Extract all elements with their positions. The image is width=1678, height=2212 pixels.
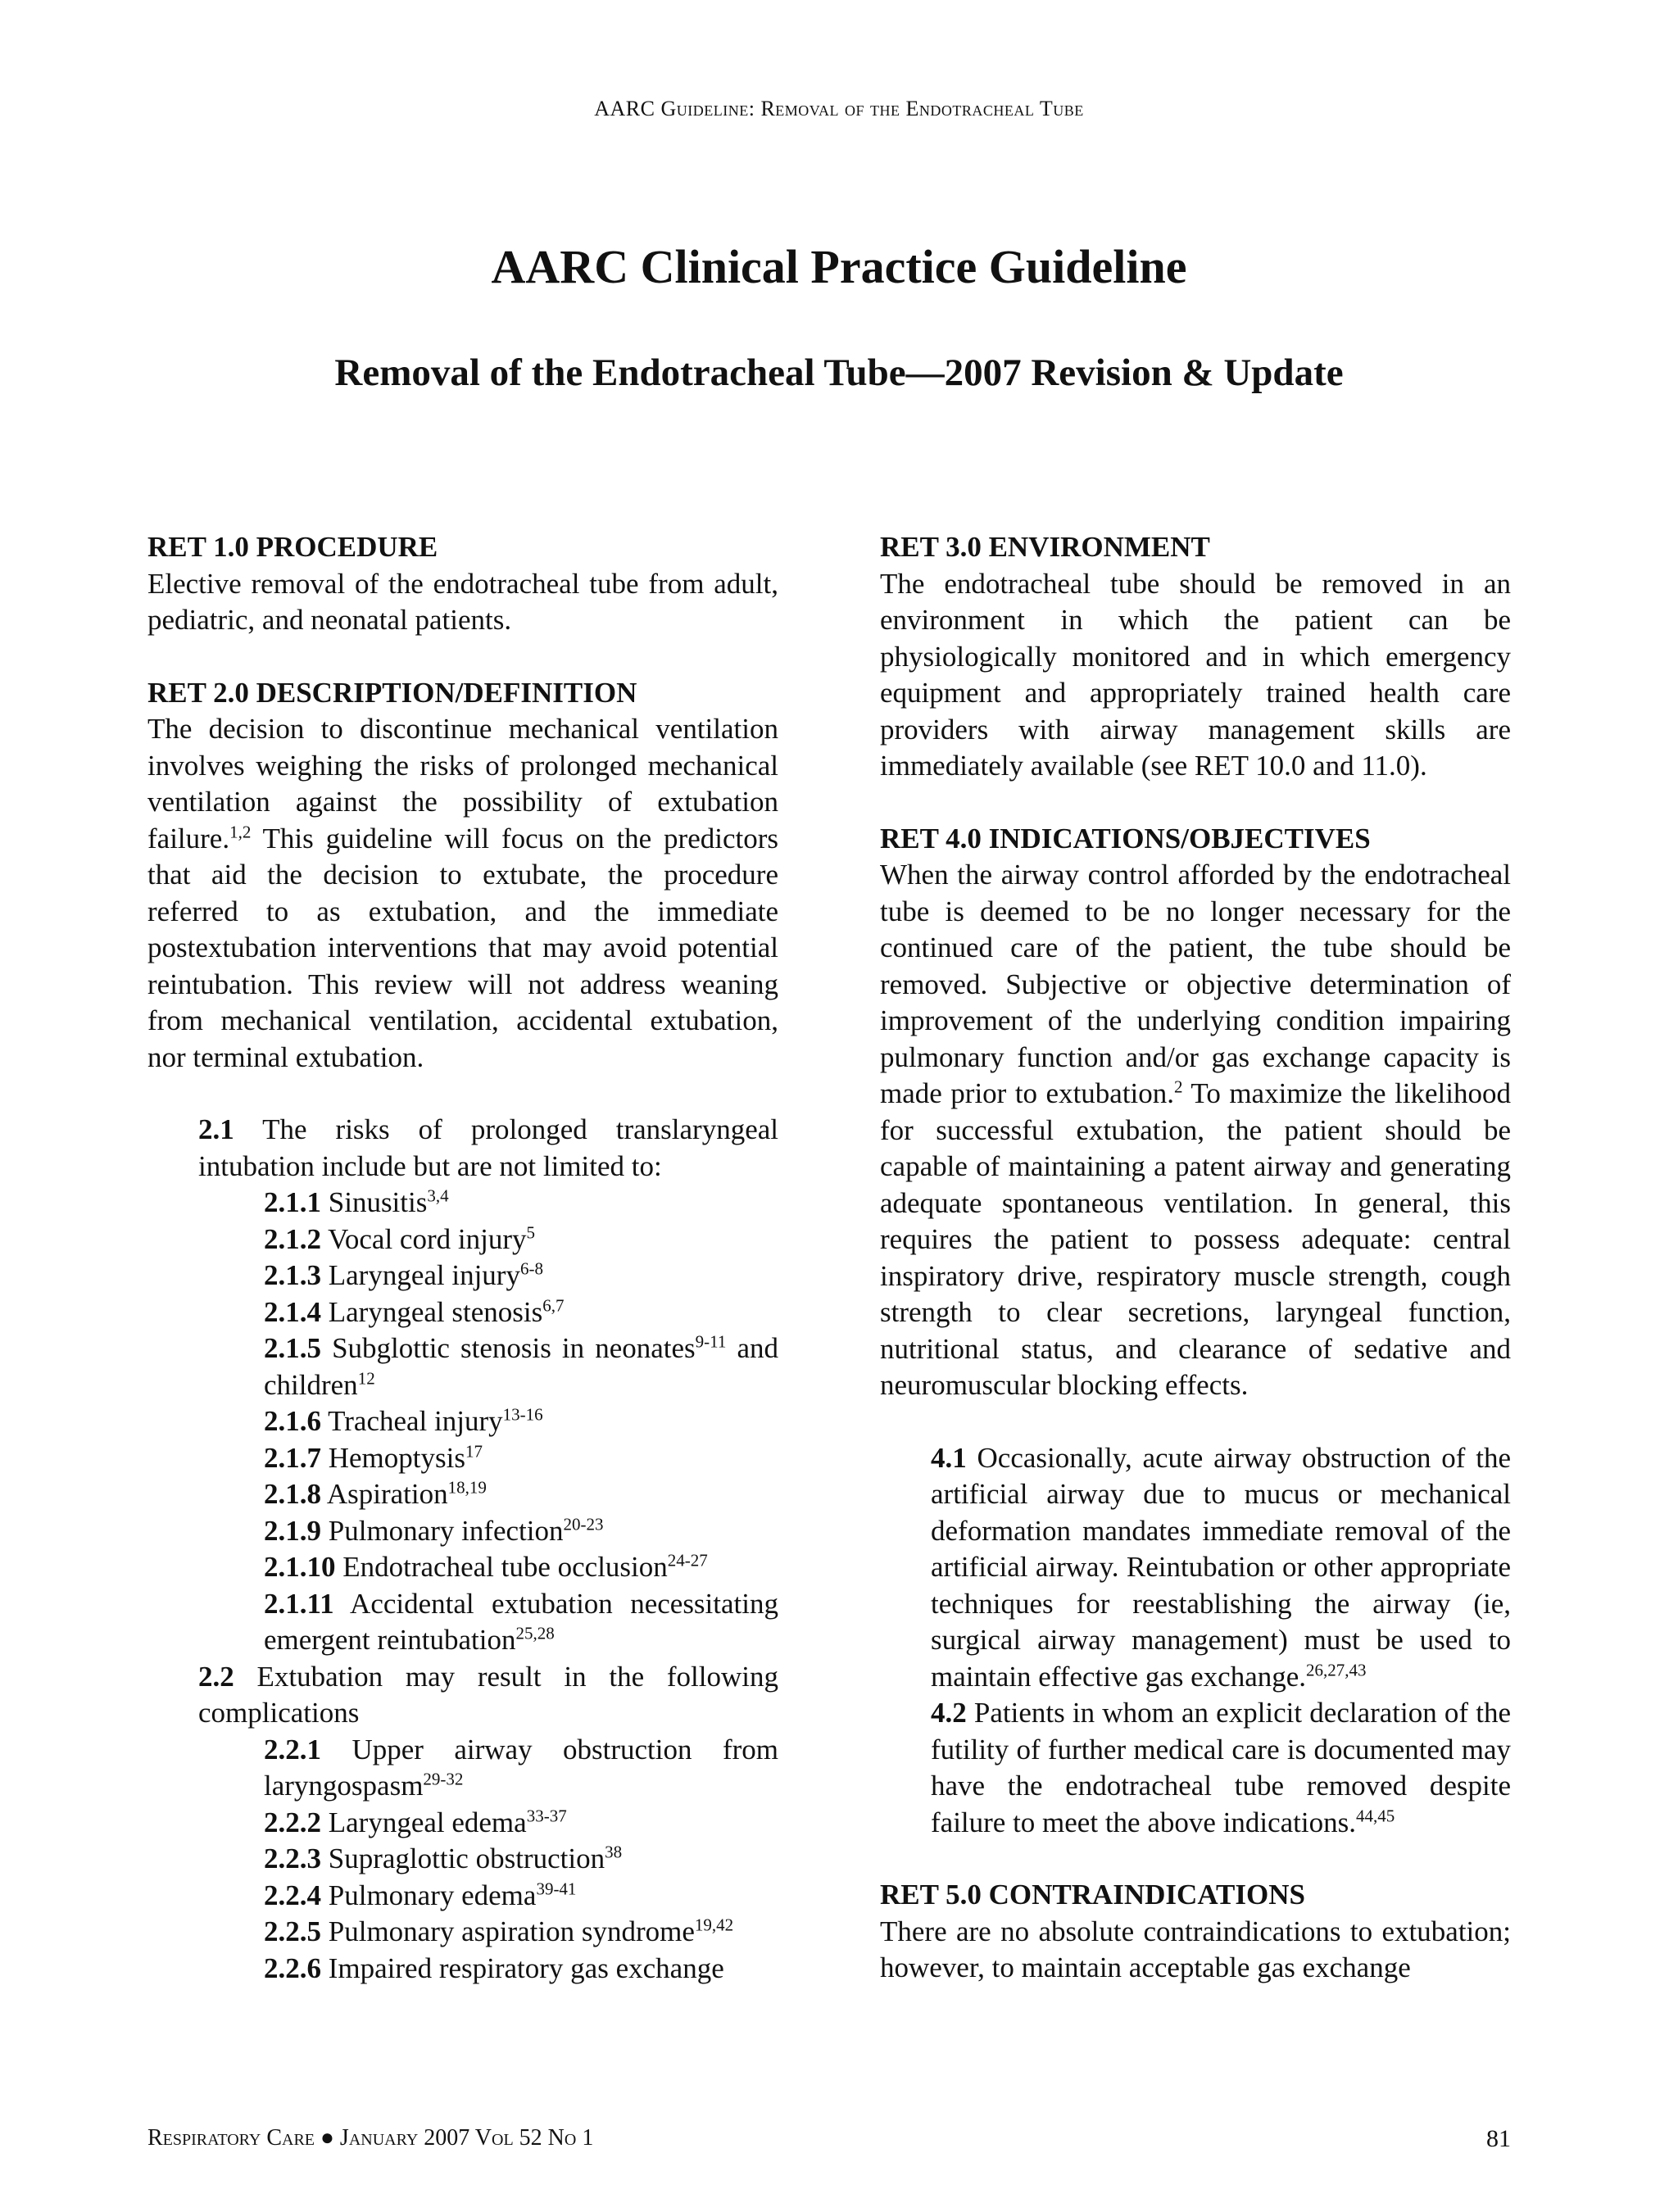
document-subtitle: Removal of the Endotracheal Tube—2007 Revision & Update <box>334 351 1344 394</box>
journal-footer: Respiratory Care ● January 2007 Vol 52 No 1 <box>147 2125 594 2151</box>
section-heading-ret-3: RET 3.0 ENVIRONMENT <box>880 531 1210 563</box>
list-item: 2.1.2 Vocal cord injury$^5$ <box>264 1222 535 1255</box>
list-item: 2.2.4 Pulmonary edema$^{39-41}$ <box>264 1878 577 1911</box>
section-text-ret-5: There are no absolute contraindications to extubation; however, to maintain acceptable gas exchange <box>880 1915 1511 1983</box>
list-item: 2.2.6 Impaired respiratory gas exchange <box>264 1951 724 1984</box>
running-head: AARC Guideline: Removal of the Endotracheal Tube <box>594 97 1084 120</box>
list-item: 2.1.4 Laryngeal stenosis$^{6,7}$ <box>264 1294 565 1328</box>
list-item: 2.2.1 Upper airway obstruction from laryngospasm$^{29-32}$ <box>264 1733 778 1802</box>
right-column <box>880 529 1511 2023</box>
list-item: 2.1.7 Hemoptysis$^{17}$ <box>264 1440 483 1474</box>
section-heading-ret-4: RET 4.0 INDICATIONS/OBJECTIVES <box>880 822 1371 854</box>
section-heading-ret-2: RET 2.0 DESCRIPTION/DEFINITION <box>147 676 637 709</box>
left-column <box>147 529 778 1987</box>
section-text-ret-4: When the airway control afforded by the endotracheal tube is deemed to be no longer necessary for the continued care of the patient, the tube should be removed. Subjective or objective determination of improvement of the underlying condition impairing pulmonary function and/or gas exchange capacity is made prior to extubation.$^2$ To maximize the likelihood for successful extubation, the patient should be capable of maintaining a patent airway and generating adequate spontaneous ventilation. In general, this requires the patient to possess adequate: central inspiratory drive, respiratory muscle strength, cough strength to clear secretions, laryngeal function, nutritional status, and clearance of sedative and neuromuscular blocking effects. <box>880 859 1511 1401</box>
list-item: 2.2.5 Pulmonary aspiration syndrome$^{19,42}$ <box>264 1915 734 1947</box>
section-text-ret-2: The decision to discontinue mechanical ventilation involves weighing the risks of prolonged mechanical ventilation against the possibility of extubation failure.$^{1,2}$ This guideline will focus on the predictors that aid the decision to extubate, the procedure referred to as extubation, and the immediate postextubation interventions that may avoid potential reintubation. This review will not address weaning from mechanical ventilation, accidental extubation, nor terminal extubation. <box>147 713 778 1073</box>
list-item: 2.2.2 Laryngeal edema$^{33-37}$ <box>264 1805 567 1838</box>
risk-list <box>147 1185 778 1659</box>
list-item: 2.1.1 Sinusitis$^{3,4}$ <box>264 1185 449 1218</box>
document-title: AARC Clinical Practice Guideline <box>491 240 1187 293</box>
section-text-ret-3: The endotracheal tube should be removed in an environment in which the patient can be physiologically monitored and in which emergency equipment and appropriately trained health care providers with airway management skills are immediately available (see RET 10.0 and 11.0). <box>880 567 1511 782</box>
page-number: 81 <box>1486 2125 1511 2152</box>
section-heading-ret-5: RET 5.0 CONTRAINDICATIONS <box>880 1879 1305 1911</box>
complication-list <box>147 1732 778 1988</box>
list-item: 2.1.9 Pulmonary infection$^{20-23}$ <box>264 1513 604 1547</box>
list-item: 2.1.5 Subglottic stenosis in neonates$^{9-11}$ and children$^{12}$ <box>264 1331 778 1401</box>
subsection-2-2: 2.2 Extubation may result in the following complications <box>198 1660 778 1729</box>
section-text-ret-1: Elective removal of the endotracheal tube from adult, pediatric, and neonatal patients. <box>147 567 778 636</box>
list-item: 2.2.3 Supraglottic obstruction$^{38}$ <box>264 1842 623 1874</box>
list-item: 2.1.8 Aspiration$^{18,19}$ <box>264 1477 487 1510</box>
section-heading-ret-1: RET 1.0 PROCEDURE <box>147 531 438 563</box>
subsection-2-1: 2.1 The risks of prolonged translaryngeal intubation include but are not limited to: <box>198 1113 778 1182</box>
list-item: 2.1.6 Tracheal injury$^{13-16}$ <box>264 1404 543 1437</box>
subsection-4-2: 4.2 Patients in whom an explicit declaration of the futility of further medical care is documented may have the endotracheal tube removed despite failure to meet the above indications.$^{44,45}$ <box>931 1697 1511 1838</box>
list-item: 2.1.10 Endotracheal tube occlusion$^{24-27}$ <box>264 1550 708 1583</box>
subsection-4-1: 4.1 Occasionally, acute airway obstruction of the artificial airway due to mucus or mechanical deformation mandates immediate removal of the artificial airway. Reintubation or other appropriate techniques for reestablishing the airway (ie, surgical airway management) must be used to maintain effective gas exchange.$^{26,27,43}$ <box>931 1441 1511 1693</box>
list-item: 2.1.11 Accidental extubation necessitating emergent reintubation$^{25,28}$ <box>264 1587 778 1656</box>
list-item: 2.1.3 Laryngeal injury$^{6-8}$ <box>264 1258 543 1291</box>
